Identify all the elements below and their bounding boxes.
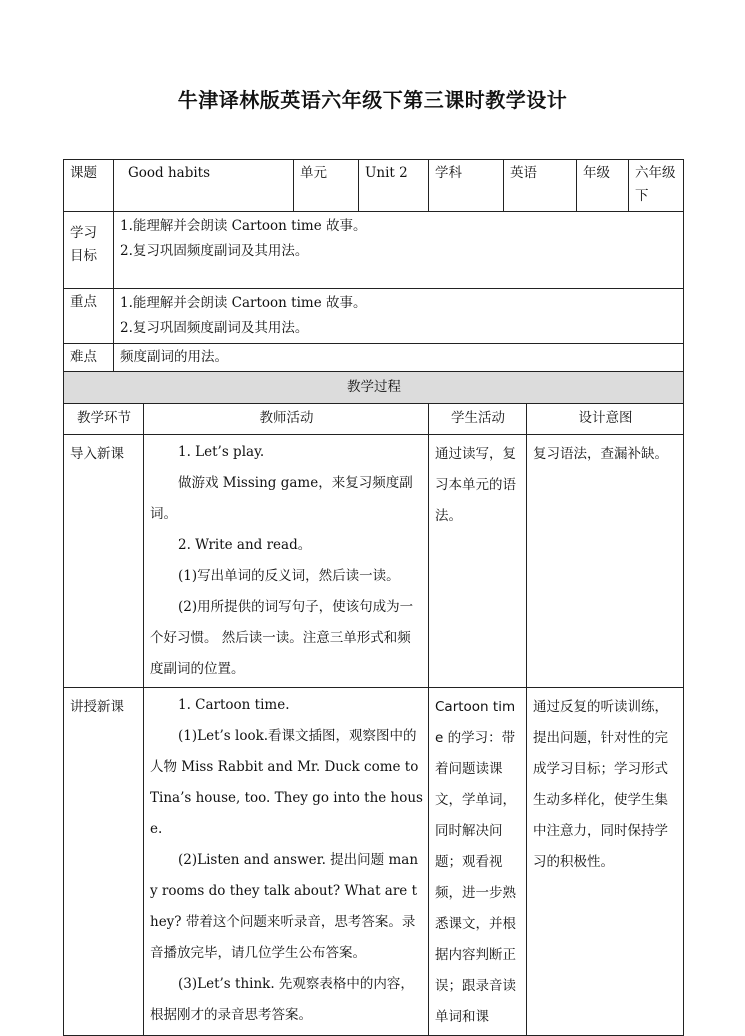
objectives-row [64, 212, 684, 289]
teacher-activity-cell [144, 434, 429, 687]
subject-value: 英语 [504, 160, 577, 212]
teacher-activity-line: (3)Let’s think. 先观察表格中的内容，根据刚才的录音思考答案。 [150, 975, 414, 1023]
topic-value: Good habits [114, 160, 294, 212]
key-points-content [114, 289, 684, 344]
column-header-stage: 教学环节 [64, 403, 144, 434]
process-row [64, 434, 684, 687]
teacher-activity-line: 2. Write and read。 [178, 536, 312, 553]
process-row [64, 687, 684, 1035]
difficulty-row [64, 344, 684, 372]
objective-line: 1.能理解并会朗读 Cartoon time 故事。 [120, 218, 367, 234]
teacher-activity-cell [144, 687, 429, 1035]
unit-label: 单元 [294, 160, 359, 212]
stage-cell: 导入新课 [64, 434, 144, 687]
teacher-activity-line: 做游戏 Missing game，来复习频度副词。 [150, 474, 413, 522]
column-header-teacher: 教师活动 [144, 403, 429, 434]
teacher-activity-line: (2)Listen and answer. 提出问题 many rooms do they talk about? What are they? 带着这个问题来听录音，思考答案。录音播放完毕，请几位学生公布答案。 [150, 851, 419, 961]
teacher-activity-line: 1. Cartoon time. [178, 696, 290, 713]
student-activity-cell: Cartoon time 的学习：带着问题读课文，学单词，同时解决问题；观看视频，进一步熟悉课文，并根据内容判断正误；跟录音读单词和课 [429, 687, 527, 1035]
grade-label: 年级 [577, 160, 629, 212]
column-header-student: 学生活动 [429, 403, 527, 434]
grade-value: 六年级下 [629, 160, 684, 212]
process-header-row [64, 371, 684, 403]
teacher-activity-line: (1)写出单词的反义词，然后读一读。 [178, 567, 400, 584]
objectives-content [114, 212, 684, 289]
objective-line: 2.复习巩固频度副词及其用法。 [120, 243, 309, 259]
stage-cell: 讲授新课 [64, 687, 144, 1035]
key-points-row [64, 289, 684, 344]
topic-label: 课题 [64, 160, 114, 212]
unit-value: Unit 2 [359, 160, 429, 212]
student-activity-cell: 通过读写，复习本单元的语法。 [429, 434, 527, 687]
page-title: 牛津译林版英语六年级下第三课时教学设计 [177, 88, 568, 112]
difficulty-value: 频度副词的用法。 [114, 344, 684, 372]
key-point-line: 1.能理解并会朗读 Cartoon time 故事。 [120, 295, 367, 311]
design-intent-cell: 复习语法，查漏补缺。 [527, 434, 684, 687]
key-points-label: 重点 [64, 289, 114, 344]
column-header-row [64, 403, 684, 434]
design-intent-cell: 通过反复的听读训练，提出问题，针对性的完成学习目标；学习形式生动多样化，使学生集中注意力，同时保持学习的积极性。 [527, 687, 684, 1035]
lesson-plan-table [63, 159, 684, 1036]
teacher-activity-line: (2)用所提供的词写句子，使该句成为一个好习惯。 然后读一读。注意三单形式和频度副词的位置。 [150, 598, 414, 677]
info-row [64, 160, 684, 212]
teacher-activity-line: 1. Let’s play. [178, 443, 265, 460]
key-point-line: 2.复习巩固频度副词及其用法。 [120, 320, 309, 336]
teacher-activity-line: (1)Let’s look.看课文插图，观察图中的人物 Miss Rabbit and Mr. Duck come to Tina’s house, too. They go into the house. [150, 727, 423, 837]
difficulty-label: 难点 [64, 344, 114, 372]
objectives-label: 学习目标 [64, 212, 114, 289]
process-header: 教学过程 [64, 371, 684, 403]
column-header-intent: 设计意图 [527, 403, 684, 434]
subject-label: 学科 [429, 160, 504, 212]
